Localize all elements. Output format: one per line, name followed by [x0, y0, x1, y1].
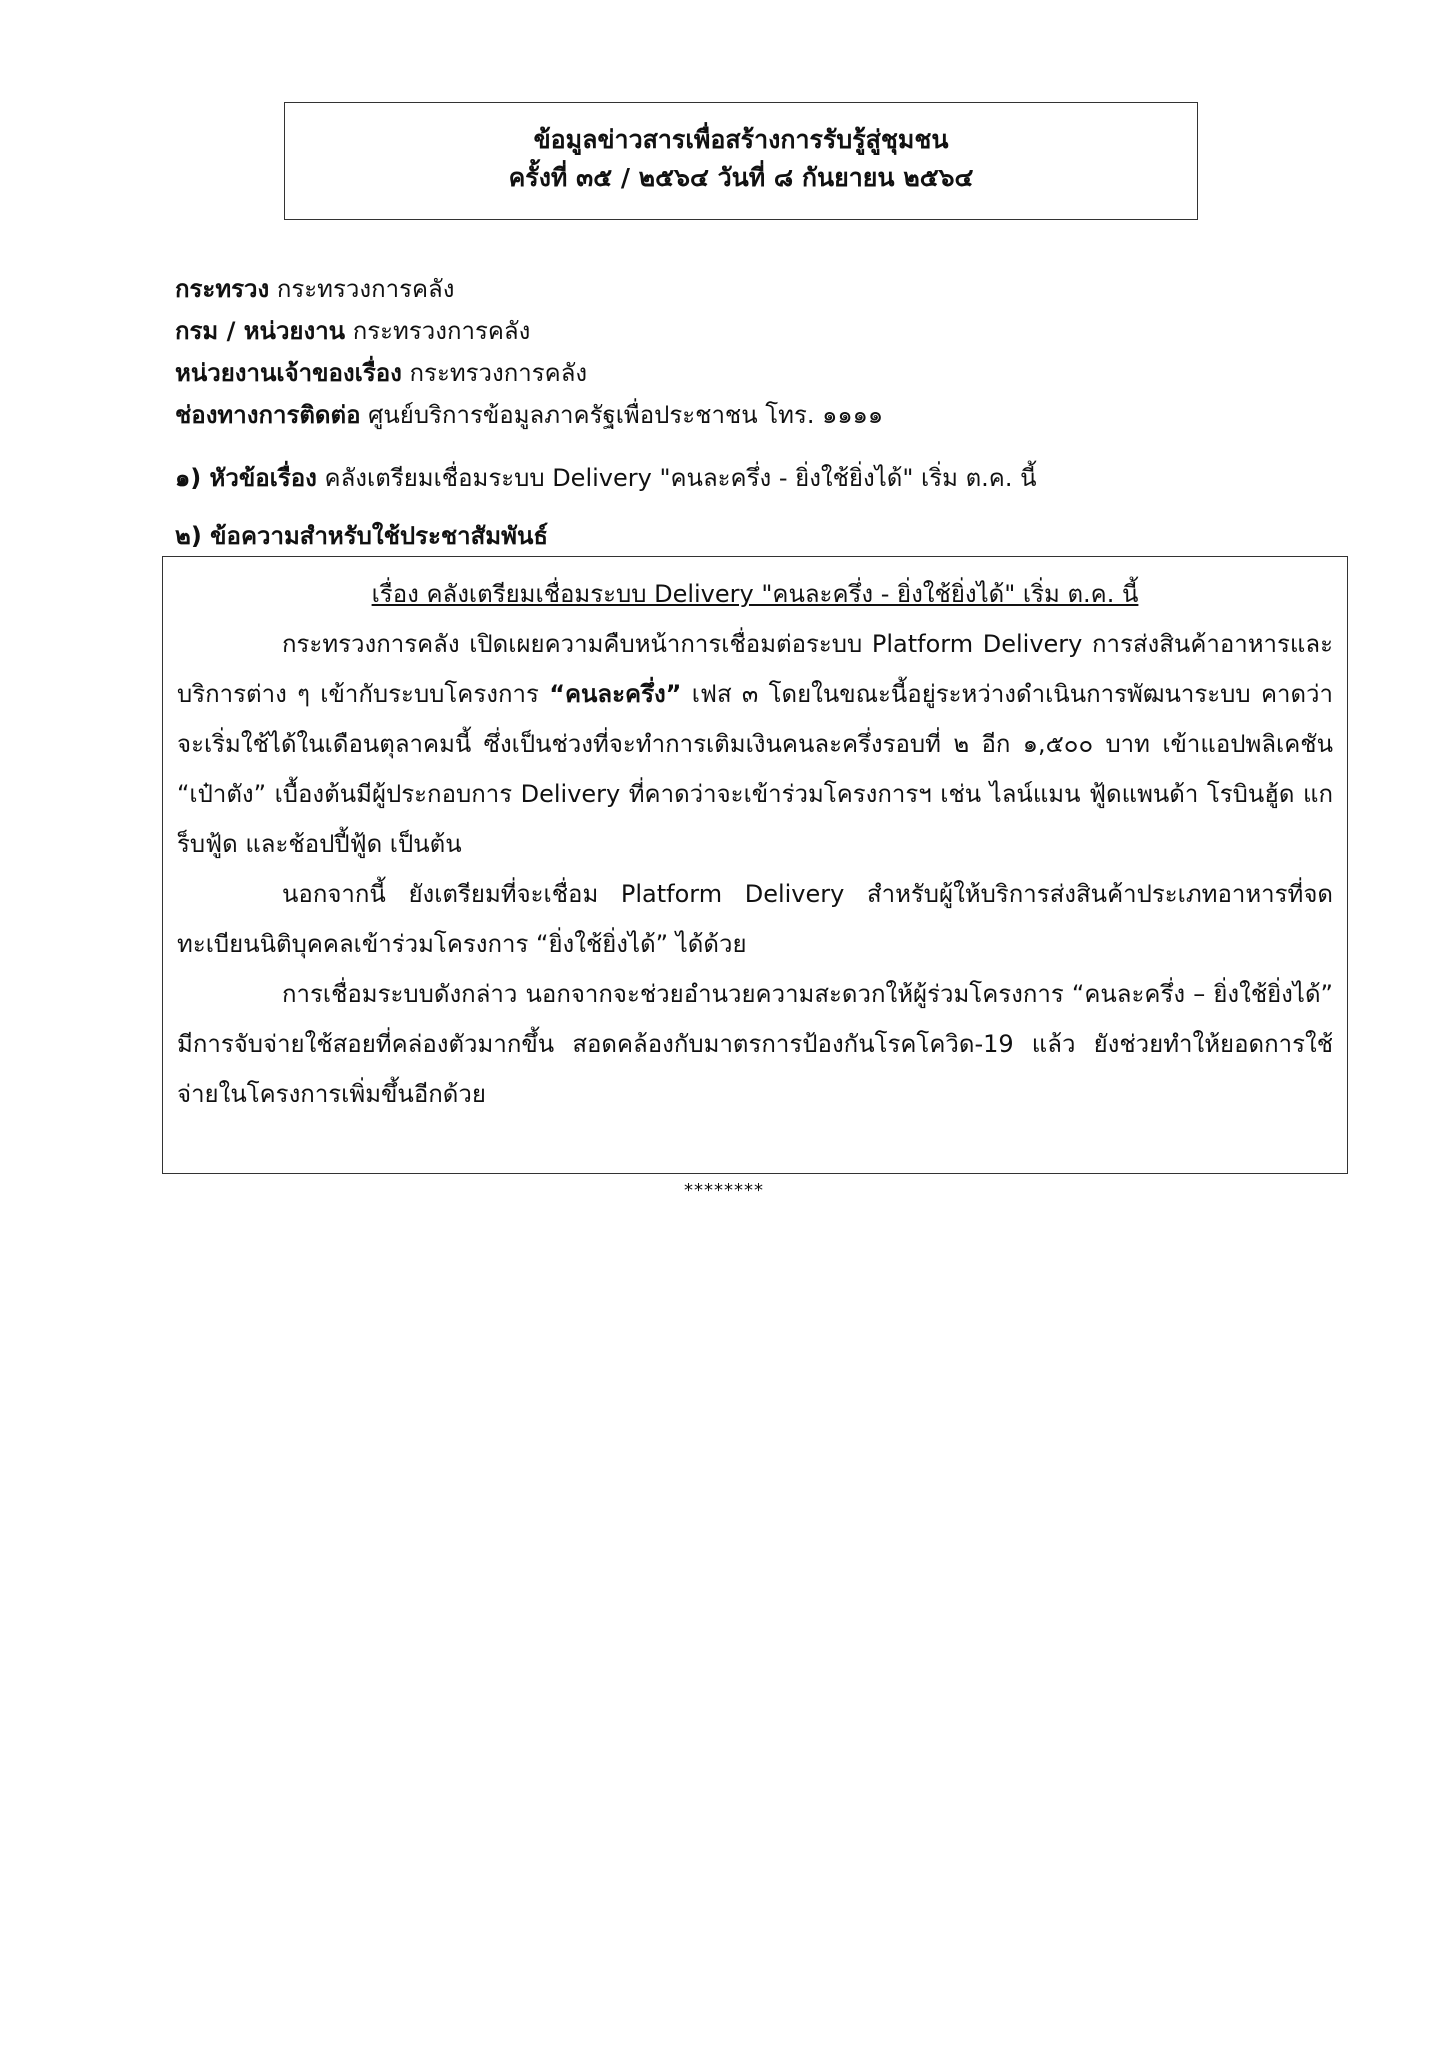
- ministry-label: กระทรวง: [175, 275, 270, 303]
- topic-value: คลังเตรียมเชื่อมระบบ Delivery "คนละครึ่ง - ยิ่งใช้ยิ่งได้" เริ่ม ต.ค. นี้: [324, 464, 1037, 492]
- contact-label: ช่องทางการติดต่อ: [175, 401, 361, 429]
- meta-ministry: [175, 268, 1325, 310]
- paragraph-3: การเชื่อมระบบดังกล่าว นอกจากจะช่วยอำนวยความสะดวกให้ผู้ร่วมโครงการ “คนละครึ่ง – ยิ่งใช้ยิ่งได้” มีการจับจ่ายใช้สอยที่คล่องตัวมากขึ้น สอดคล้องกับมาตรการป้องกันโรคโควิด-19 แล้ว ยังช่วยทำให้ยอดการใช้จ่ายในโครงการเพิ่มขึ้นอีกด้วย: [177, 980, 1333, 1108]
- paragraph-1-b: เฟส ๓ โดยในขณะนี้อยู่ระหว่างดำเนินการพัฒนาระบบ คาดว่าจะเริ่มใช้ได้ในเดือนตุลาคมนี้ ซึ่งเป็นช่วงที่จะทำการเติมเงินคนละครึ่งรอบที่ ๒ อีก ๑,๕๐๐ บาท เข้าแอปพลิเคชัน “เป๋าตัง” เบื้องต้นมีผู้ประกอบการ Delivery ที่คาดว่าจะเข้าร่วมโครงการฯ เช่น ไลน์แมน ฟู้ดแพนด้า โรบินฮู้ด แกร็บฟู้ด และช้อปปี้ฟู้ด เป็นต้น: [177, 680, 1334, 858]
- department-value: กระทรวงการคลัง: [352, 317, 531, 345]
- paragraph-1-a: กระทรวงการคลัง เปิดเผยความคืบหน้าการเชื่อมต่อระบบ Platform Delivery การส่งสินค้าอาหารและบริการต่าง ๆ เข้ากับระบบโครงการ: [177, 630, 1333, 708]
- paragraph-1: [177, 619, 1333, 869]
- owner-value: กระทรวงการคลัง: [409, 359, 588, 387]
- paragraph-1-bold: “คนละครึ่ง”: [549, 680, 682, 708]
- end-separator: ********: [684, 1180, 764, 1201]
- topic-label: ๑) หัวข้อเรื่อง: [175, 464, 317, 492]
- header-issue: ครั้งที่ ๓๕ / ๒๕๖๔ วันที่ ๘ กันยายน ๒๕๖๔: [508, 163, 974, 192]
- meta-block: [175, 268, 1325, 436]
- section2-label: ๒) ข้อความสำหรับใช้ประชาสัมพันธ์: [175, 522, 548, 550]
- meta-contact: [175, 394, 1325, 436]
- header-box: [284, 102, 1198, 220]
- content-title: เรื่อง คลังเตรียมเชื่อมระบบ Delivery "คนละครึ่ง - ยิ่งใช้ยิ่งได้" เริ่ม ต.ค. นี้: [371, 580, 1139, 608]
- paragraph-2: นอกจากนี้ ยังเตรียมที่จะเชื่อม Platform Delivery สำหรับผู้ให้บริการส่งสินค้าประเภทอาหารที่จดทะเบียนนิติบุคคลเข้าร่วมโครงการ “ยิ่งใช้ยิ่งได้” ได้ด้วย: [177, 880, 1333, 958]
- ministry-value: กระทรวงการคลัง: [276, 275, 455, 303]
- topic-line: [175, 458, 1037, 498]
- header-title: ข้อมูลข่าวสารเพื่อสร้างการรับรู้สู่ชุมชน: [533, 125, 949, 154]
- department-label: กรม / หน่วยงาน: [175, 317, 346, 345]
- meta-owner: [175, 352, 1325, 394]
- meta-department: [175, 310, 1325, 352]
- content-box: [162, 556, 1348, 1174]
- owner-label: หน่วยงานเจ้าของเรื่อง: [175, 359, 402, 387]
- contact-value: ศูนย์บริการข้อมูลภาครัฐเพื่อประชาชน โทร. ๑๑๑๑: [368, 401, 884, 429]
